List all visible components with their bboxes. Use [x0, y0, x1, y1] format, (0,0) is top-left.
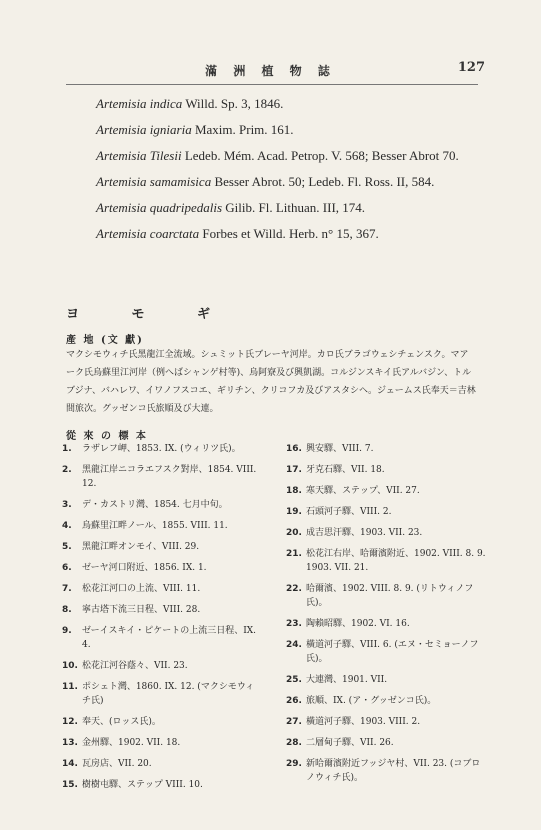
species-name: Artemisia indica [96, 96, 183, 111]
specimen-text: 陶賴昭驛、1902. VI. 16. [306, 619, 410, 629]
specimen-list-left [62, 442, 262, 799]
specimen-entry [286, 442, 486, 456]
specimen-text: 瓦房店、VII. 20. [82, 759, 152, 769]
specimen-entry [62, 659, 262, 673]
citation [80, 200, 482, 216]
specimen-number: 6. [62, 563, 72, 573]
section-heading: ヨ モ ギ [66, 307, 235, 322]
specimen-number: 15. [62, 780, 78, 790]
specimen-text: ポシェト灣、1860. IX. 12. (マクシモウィチ氏) [82, 682, 255, 706]
specimen-entry [286, 547, 486, 575]
specimen-number: 12. [62, 717, 78, 727]
specimens-heading: 從 來 の 標 本 [66, 431, 148, 442]
locality-text: マクシモウィチ氏黑龍江全流域。シュミット氏ブレーヤ河岸。カロ氏ブラゴウェシチェンスク。マアーク氏烏蘇里江河岸（例へばシャンゲ村等)、烏阿寮及び興凱湖。コルジンスキイ氏アルバジン、トルブジナ、バハレワ、イワノフスコエ、ギリチン、クリコフカ及びアスタシヘ。ジェームス氏奉天＝吉林間旅次。グッゼンコ氏旅順及び大連。 [66, 350, 476, 414]
running-title: 滿 洲 植 物 誌 [205, 64, 336, 78]
specimen-entry [62, 778, 262, 792]
specimen-number: 14. [62, 759, 78, 769]
species-name: Artemisia Tilesii [96, 148, 182, 163]
citation-text: Gilib. Fl. Lithuan. III, 174. [225, 200, 366, 215]
specimen-number: 16. [286, 444, 302, 454]
page-number: 127 [457, 60, 485, 75]
specimen-text: 松花江河谷蔭々、VII. 23. [82, 661, 188, 671]
specimen-text: 牙克石驛、VII. 18. [306, 465, 385, 475]
specimen-number: 25. [286, 675, 302, 685]
citation-text: Forbes et Willd. Herb. n° 15, 367. [202, 226, 379, 241]
specimen-entry [62, 736, 262, 750]
specimen-list-right [286, 442, 486, 792]
specimen-number: 19. [286, 507, 302, 517]
specimen-text: 新哈爾濱附近フッジヤ村、VII. 23. (コブロノウィチ氏)。 [306, 759, 481, 783]
specimen-number: 3. [62, 500, 72, 510]
specimen-number: 1. [62, 444, 72, 454]
specimen-number: 24. [286, 640, 302, 650]
specimen-entry [62, 540, 262, 554]
species-name: Artemisia coarctata [96, 226, 200, 241]
citation [80, 174, 482, 190]
locality-heading: 產 地 (文 獻) [66, 335, 144, 346]
specimen-entry [62, 519, 262, 533]
specimen-text: 黑龍江岸ニコラエフスク對岸、1854. VIII. 12. [82, 465, 257, 489]
specimen-text: 松花江河口の上流、VIII. 11. [82, 584, 201, 594]
citation [80, 148, 482, 164]
specimen-entry [286, 617, 486, 631]
specimen-text: 石頭河子驛、VIII. 2. [306, 507, 392, 517]
specimen-text: 金州驛、1902. VII. 18. [82, 738, 181, 748]
specimen-text: 烏蘇里江畔ノール、1855. VIII. 11. [82, 521, 228, 531]
specimen-number: 29. [286, 759, 302, 769]
specimen-text: 二層甸子驛、VII. 26. [306, 738, 394, 748]
specimen-text: ラザレフ岬、1853. IX. (ウィリツ氏)。 [82, 444, 241, 454]
specimen-text: 大連灣、1901. VII. [306, 675, 388, 685]
specimen-entry [286, 757, 486, 785]
species-name: Artemisia quadripedalis [96, 200, 223, 215]
specimen-number: 26. [286, 696, 302, 706]
specimen-number: 23. [286, 619, 302, 629]
citation [80, 122, 482, 138]
specimen-number: 9. [62, 626, 72, 636]
specimen-entry [62, 680, 262, 708]
citation [80, 96, 482, 112]
specimen-text: 松花江右岸、哈爾濱附近、1902. VIII. 8. 9. 1903. VII. 21. [306, 549, 486, 573]
specimen-entry [286, 463, 486, 477]
specimen-entry [286, 715, 486, 729]
specimen-entry [62, 715, 262, 729]
specimen-text: 黑龍江畔オンモイ、VIII. 29. [82, 542, 200, 552]
specimen-number: 22. [286, 584, 302, 594]
specimen-number: 5. [62, 542, 72, 552]
specimen-entry [62, 498, 262, 512]
specimen-entry [286, 736, 486, 750]
synonym-citations [80, 96, 482, 252]
header-rule [66, 84, 478, 85]
specimen-entry [62, 582, 262, 596]
specimen-text: ゼーヤ河口附近、1856. IX. 1. [82, 563, 207, 573]
specimen-number: 17. [286, 465, 302, 475]
specimen-entry [286, 582, 486, 610]
specimen-number: 10. [62, 661, 78, 671]
citation-text: Besser Abrot. 50; Ledeb. Fl. Ross. II, 584. [214, 174, 435, 189]
specimen-number: 21. [286, 549, 302, 559]
specimen-entry [62, 757, 262, 771]
citation-text: Maxim. Prim. 161. [194, 122, 294, 137]
specimen-text: 奉天、(ロッス氏)。 [82, 717, 161, 727]
specimen-entry [62, 624, 262, 652]
specimen-number: 28. [286, 738, 302, 748]
specimen-entry [286, 638, 486, 666]
specimen-entry [62, 442, 262, 456]
specimen-number: 20. [286, 528, 302, 538]
specimen-text: ゼーイスキイ・ピケートの上流三日程、IX. 4. [82, 626, 257, 650]
specimen-entry [286, 673, 486, 687]
specimen-number: 4. [62, 521, 72, 531]
citation-text: Ledeb. Mém. Acad. Petrop. V. 568; Besser Abrot 70. [184, 148, 459, 163]
specimen-text: 旅順、IX. (ア・グッゼンコ氏)。 [306, 696, 437, 706]
citation [80, 226, 482, 242]
specimen-text: 哈爾濱、1902. VIII. 8. 9. (リトウィノフ氏)。 [306, 584, 474, 608]
specimen-text: デ・カストリ灣、1854. 七月中旬。 [82, 500, 228, 510]
specimen-entry [286, 694, 486, 708]
specimen-entry [62, 603, 262, 617]
specimen-number: 7. [62, 584, 72, 594]
species-name: Artemisia igniaria [96, 122, 192, 137]
specimen-text: 橫道河子驛、1903. VIII. 2. [306, 717, 421, 727]
specimen-number: 8. [62, 605, 72, 615]
specimen-number: 27. [286, 717, 302, 727]
specimen-entry [286, 505, 486, 519]
specimen-entry [62, 463, 262, 491]
specimen-text: 寒天驛、ステップ、VII. 27. [306, 486, 420, 496]
specimen-entry [286, 526, 486, 540]
specimen-entry [62, 561, 262, 575]
specimen-text: 成吉思汗驛、1903. VII. 23. [306, 528, 423, 538]
species-name: Artemisia samamisica [96, 174, 212, 189]
specimen-number: 13. [62, 738, 78, 748]
specimen-number: 11. [62, 682, 78, 692]
specimen-text: 寧古塔下流三日程、VIII. 28. [82, 605, 201, 615]
specimen-text: 興安驛、VIII. 7. [306, 444, 374, 454]
specimen-number: 18. [286, 486, 302, 496]
specimen-entry [286, 484, 486, 498]
specimen-text: 樹樹屯驛、ステップ VIII. 10. [82, 780, 203, 790]
citation-text: Willd. Sp. 3, 1846. [185, 96, 284, 111]
specimen-text: 橫道河子驛、VIII. 6. (エヌ・セミョーノフ氏)。 [306, 640, 479, 664]
specimen-number: 2. [62, 465, 72, 475]
